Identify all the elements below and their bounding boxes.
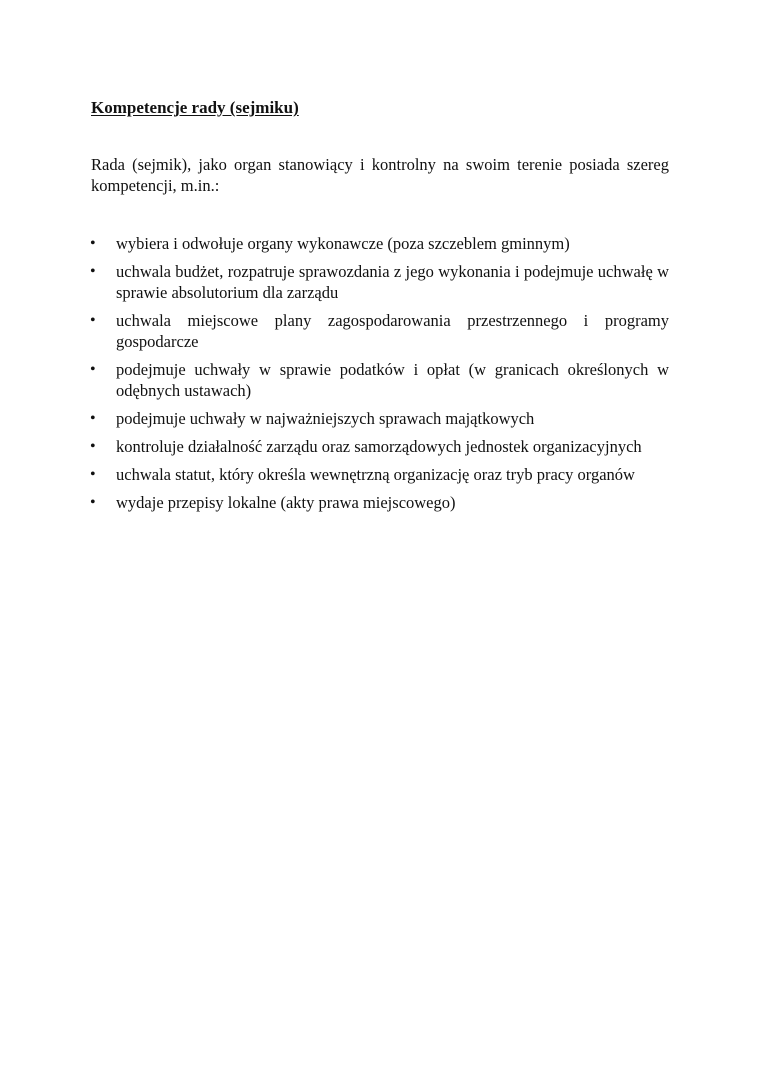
list-item-text: kontroluje działalność zarządu oraz samorządowych jednostek organizacyjnych: [116, 437, 642, 456]
list-item: [91, 436, 669, 457]
list-item: [91, 310, 669, 352]
intro-paragraph: Rada (sejmik), jako organ stanowiący i kontrolny na swoim terenie posiada szereg kompetencji, m.in.:: [91, 155, 669, 195]
list-item-text: podejmuje uchwały w sprawie podatków i opłat (w granicach określonych w odębnych ustawach): [116, 360, 669, 400]
list-item-text: wybiera i odwołuje organy wykonawcze (poza szczeblem gminnym): [116, 234, 570, 253]
list-item: [91, 464, 669, 485]
list-item-text: podejmuje uchwały w najważniejszych sprawach majątkowych: [116, 409, 535, 428]
bullet-icon: •: [90, 438, 96, 455]
list-item: [91, 261, 669, 303]
bullet-icon: •: [90, 410, 96, 427]
bullet-icon: •: [90, 466, 96, 483]
bullet-icon: •: [90, 494, 96, 511]
list-item-text: uchwala statut, który określa wewnętrzną organizację oraz tryb pracy organów: [116, 465, 635, 484]
list-item: [91, 233, 669, 254]
list-item-text: wydaje przepisy lokalne (akty prawa miejscowego): [116, 493, 456, 512]
list-item-text: uchwala budżet, rozpatruje sprawozdania z jego wykonania i podejmuje uchwałę w sprawie absolutorium dla zarządu: [116, 262, 669, 302]
bullet-icon: •: [90, 361, 96, 378]
list-item-text: uchwala miejscowe plany zagospodarowania przestrzennego i programy gospodarcze: [116, 311, 669, 351]
bullet-icon: •: [90, 312, 96, 329]
bullet-icon: •: [90, 235, 96, 252]
document-title: Kompetencje rady (sejmiku): [91, 98, 299, 117]
list-item: [91, 492, 669, 513]
bullet-icon: •: [90, 263, 96, 280]
list-item: [91, 408, 669, 429]
list-item: [91, 359, 669, 401]
competence-list: [91, 233, 669, 520]
